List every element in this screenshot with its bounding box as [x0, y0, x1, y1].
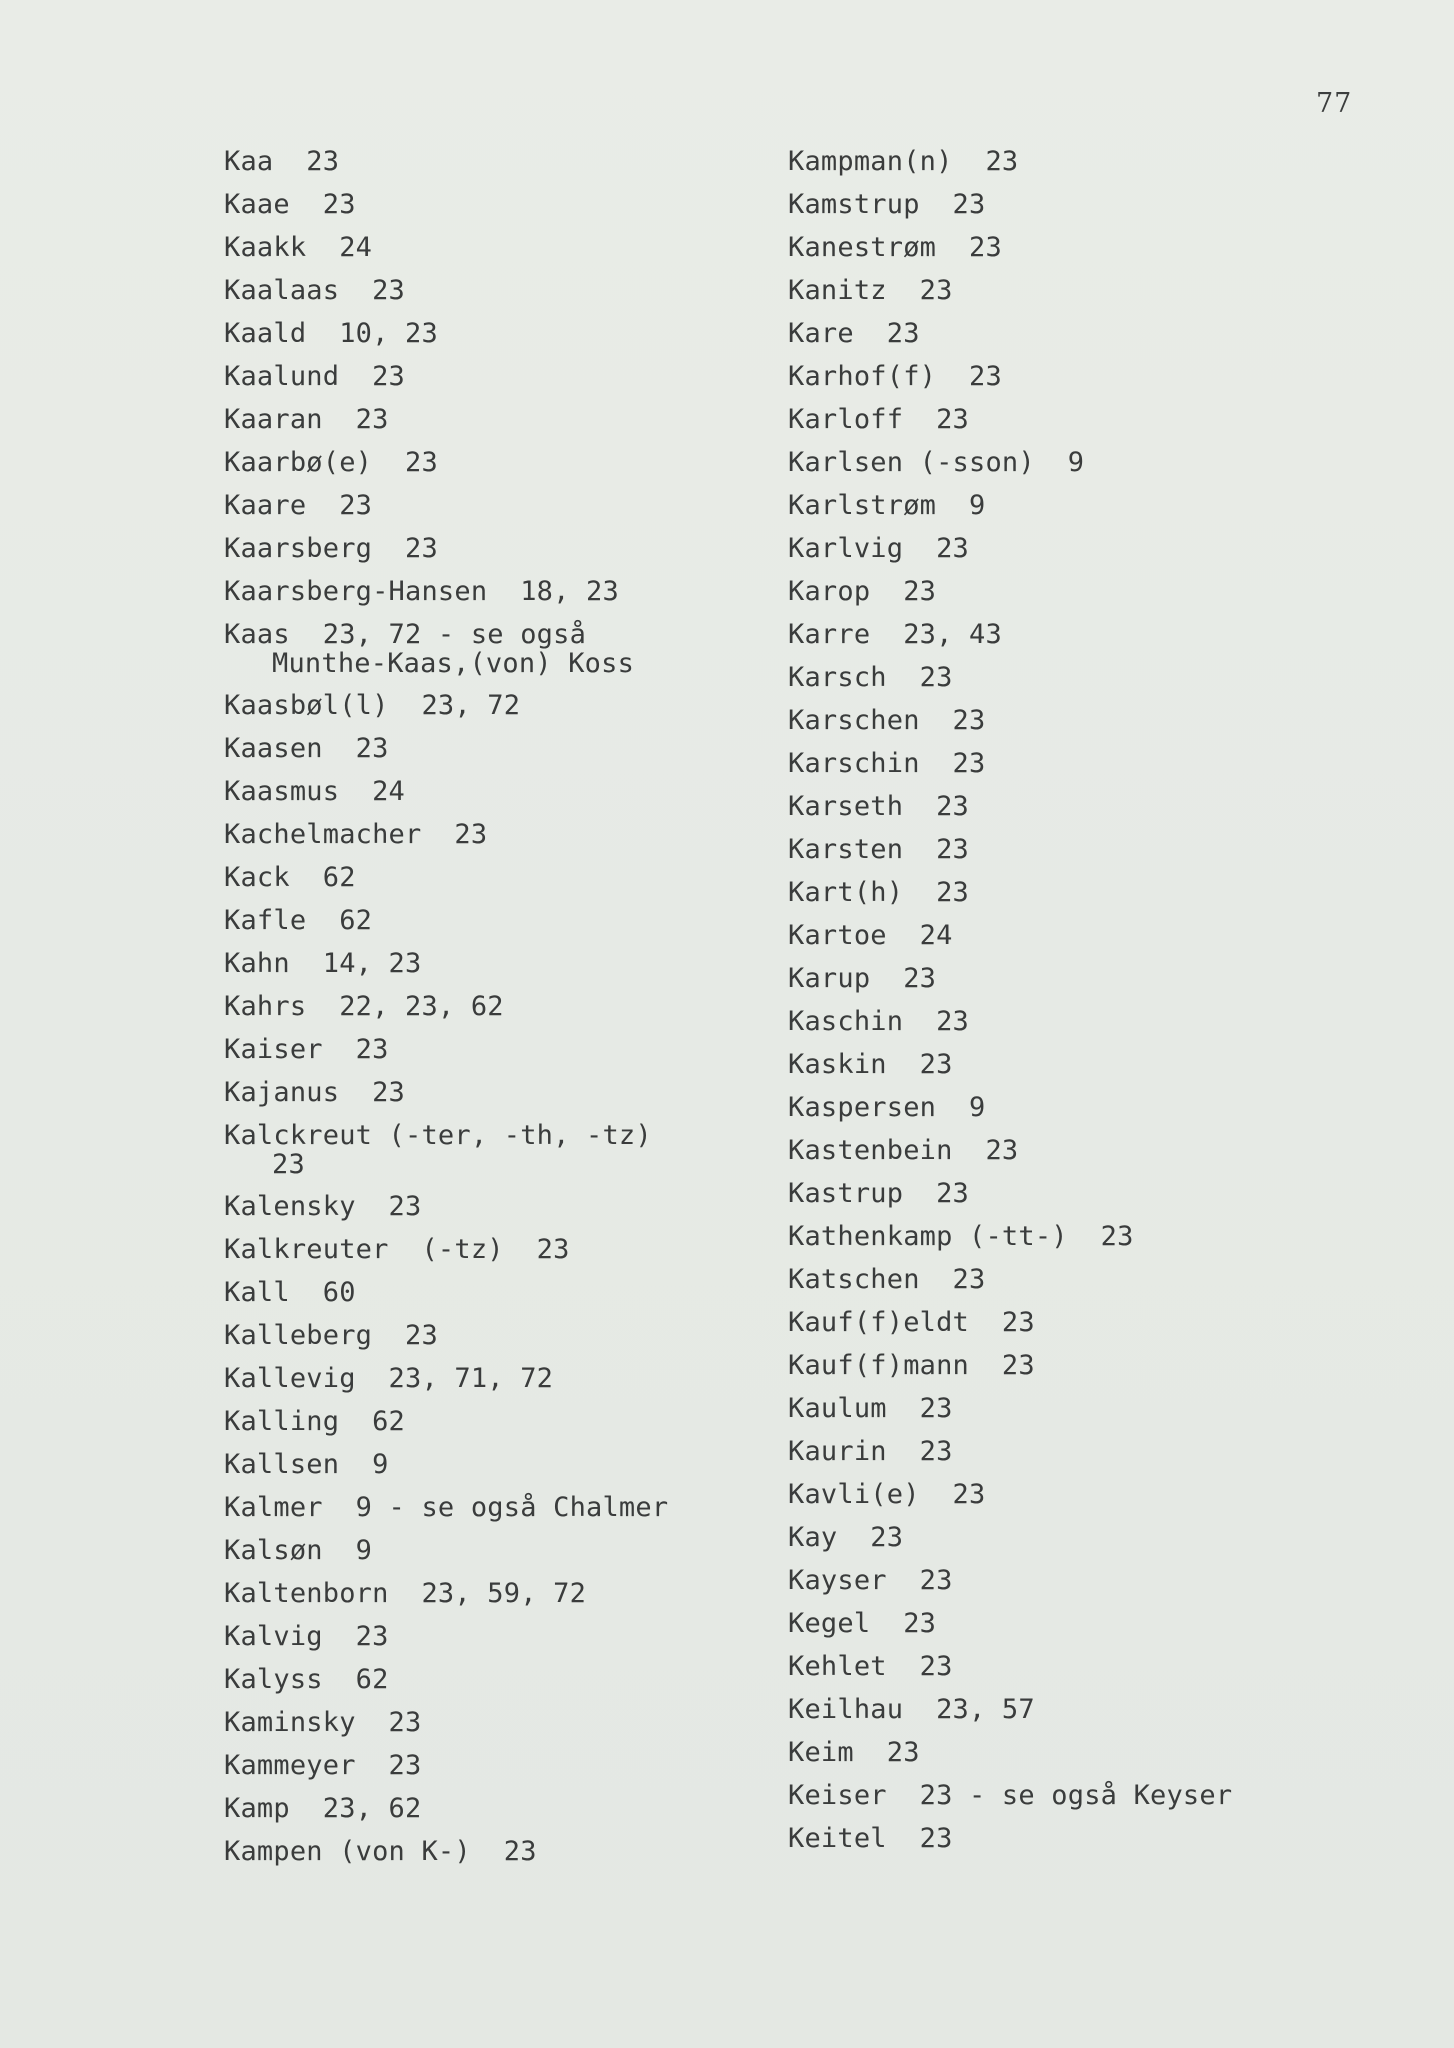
index-entry: [788, 183, 1348, 226]
index-entry: [788, 914, 1348, 957]
index-entry-text: Kalleberg 23: [224, 1320, 438, 1351]
index-entry-text: Kaarsberg-Hansen 18, 23: [224, 576, 619, 607]
index-entry: [224, 1701, 784, 1744]
index-entry-text: Kanitz 23: [788, 275, 953, 306]
index-entry: [224, 1314, 784, 1357]
index-entry-text: Kaalaas 23: [224, 275, 406, 306]
index-entry-text: Karloff 23: [788, 404, 970, 435]
index-entry-text: Keim 23: [788, 1737, 920, 1768]
index-entry: [224, 312, 784, 355]
index-entry: [788, 140, 1348, 183]
index-entry: [224, 1185, 784, 1228]
index-entry-text: Keiser 23 - se også Keyser: [788, 1780, 1233, 1811]
index-entry: [788, 1129, 1348, 1172]
index-entry: [788, 1430, 1348, 1473]
index-entry-text: Kay 23: [788, 1522, 904, 1553]
index-entry-text: Kaulum 23: [788, 1393, 953, 1424]
index-entry-text: Kastrup 23: [788, 1178, 970, 1209]
index-entry: [224, 1271, 784, 1314]
index-entry: [788, 1559, 1348, 1602]
index-entry-text: Kampen (von K-) 23: [224, 1836, 537, 1867]
index-column-left: [224, 140, 784, 1873]
index-entry-text: Kayser 23: [788, 1565, 953, 1596]
index-entry: [788, 1817, 1348, 1860]
index-entry: [788, 1172, 1348, 1215]
index-entry: [788, 1258, 1348, 1301]
index-entry-text: Kaalund 23: [224, 361, 406, 392]
index-entry-text: Kallevig 23, 71, 72: [224, 1363, 554, 1394]
index-entry-text: Kamstrup 23: [788, 189, 986, 220]
index-entry-text: Karlstrøm 9: [788, 490, 986, 521]
index-entry-text: Kaminsky 23: [224, 1707, 422, 1738]
index-entry: [788, 1602, 1348, 1645]
index-entry-text: Kalsøn 9: [224, 1535, 373, 1566]
index-entry-text: Kathenkamp (-tt-) 23: [788, 1221, 1134, 1252]
index-entry-text: Kahn 14, 23: [224, 948, 422, 979]
index-entry-text: Kaasen 23: [224, 733, 389, 764]
index-entry-text: Karop 23: [788, 576, 937, 607]
index-entry: [788, 1215, 1348, 1258]
index-entry-text: Karhof(f) 23: [788, 361, 1002, 392]
index-entry-text: Kartoe 24: [788, 920, 953, 951]
index-entry-text: Kegel 23: [788, 1608, 937, 1639]
page-number: 77: [1316, 88, 1353, 119]
index-entry-text: Kastenbein 23: [788, 1135, 1019, 1166]
index-entry-text: Karlsen (-sson) 9: [788, 447, 1085, 478]
index-entry: [788, 1516, 1348, 1559]
index-entry-continuation: 23: [272, 1149, 305, 1180]
index-entry-text: Kamp 23, 62: [224, 1793, 422, 1824]
index-entry: [224, 355, 784, 398]
index-entry-text: Kaae 23: [224, 189, 356, 220]
index-entry-text: Kavli(e) 23: [788, 1479, 986, 1510]
index-entry: [788, 1387, 1348, 1430]
index-entry-text: Kalckreut (-ter, -th, -tz): [224, 1120, 652, 1151]
index-entry: [224, 570, 784, 613]
index-entry: [788, 1043, 1348, 1086]
index-entry-text: Kaas 23, 72 - se også: [224, 619, 587, 650]
index-entry-text: Kauf(f)mann 23: [788, 1350, 1035, 1381]
index-entry: [224, 1400, 784, 1443]
index-entry-text: Kaiser 23: [224, 1034, 389, 1065]
index-entry-text: Kammeyer 23: [224, 1750, 422, 1781]
index-entry: [788, 1774, 1348, 1817]
index-entry: [788, 226, 1348, 269]
index-entry-text: Kachelmacher 23: [224, 819, 488, 850]
index-entry: [788, 699, 1348, 742]
index-entry-text: Karsten 23: [788, 834, 970, 865]
index-entry: [788, 398, 1348, 441]
index-entry: [224, 1529, 784, 1572]
index-entry: [788, 828, 1348, 871]
index-entry-text: Kaarbø(e) 23: [224, 447, 438, 478]
index-entry-text: Kare 23: [788, 318, 920, 349]
index-entry-text: Kauf(f)eldt 23: [788, 1307, 1035, 1338]
index-entry: [788, 957, 1348, 1000]
index-entry-text: Kaspersen 9: [788, 1092, 986, 1123]
index-entry: [788, 1688, 1348, 1731]
index-entry: [224, 813, 784, 856]
index-entry: [224, 1787, 784, 1830]
index-entry-text: Kaskin 23: [788, 1049, 953, 1080]
index-entry: [224, 269, 784, 312]
index-entry: [224, 1071, 784, 1114]
index-entry-text: Kalensky 23: [224, 1191, 422, 1222]
index-entry: [788, 1731, 1348, 1774]
index-entry: [224, 985, 784, 1028]
index-entry: [224, 1443, 784, 1486]
index-entry-text: Kaaran 23: [224, 404, 389, 435]
index-entry-text: Kaald 10, 23: [224, 318, 438, 349]
index-entry: [788, 1301, 1348, 1344]
index-entry: [788, 1645, 1348, 1688]
index-entry: [788, 570, 1348, 613]
index-entry: [224, 1744, 784, 1787]
index-entry: [224, 527, 784, 570]
index-entry-text: Katschen 23: [788, 1264, 986, 1295]
index-entry-text: Karre 23, 43: [788, 619, 1002, 650]
index-entry: [788, 656, 1348, 699]
index-entry-text: Kaasmus 24: [224, 776, 406, 807]
index-entry-text: Keilhau 23, 57: [788, 1694, 1035, 1725]
index-entry: [224, 1228, 784, 1271]
index-entry-text: Kaarsberg 23: [224, 533, 438, 564]
index-entry: [224, 398, 784, 441]
index-entry-text: Kart(h) 23: [788, 877, 970, 908]
index-entry: [224, 1486, 784, 1529]
index-column-right: [788, 140, 1348, 1860]
index-entry-text: Karup 23: [788, 963, 937, 994]
index-entry: [788, 527, 1348, 570]
index-entry: [224, 441, 784, 484]
index-entry-text: Kaurin 23: [788, 1436, 953, 1467]
index-entry: [224, 1615, 784, 1658]
index-entry: [788, 871, 1348, 914]
index-entry-text: Kack 62: [224, 862, 356, 893]
index-entry-text: Kalyss 62: [224, 1664, 389, 1695]
index-entry-text: Kalkreuter (-tz) 23: [224, 1234, 570, 1265]
index-entry-text: Kanestrøm 23: [788, 232, 1002, 263]
index-entry: [224, 1028, 784, 1071]
index-entry-text: Kaschin 23: [788, 1006, 970, 1037]
index-entry: [788, 355, 1348, 398]
index-entry-text: Kaa 23: [224, 146, 340, 177]
index-entry: [788, 1344, 1348, 1387]
index-entry: [224, 942, 784, 985]
index-entry: [788, 312, 1348, 355]
index-entry: [788, 742, 1348, 785]
index-entry-text: Kalvig 23: [224, 1621, 389, 1652]
index-entry-continuation: Munthe-Kaas,(von) Koss: [272, 648, 635, 679]
index-entry-text: Kaasbøl(l) 23, 72: [224, 690, 521, 721]
index-entry: [224, 1114, 784, 1179]
index-entry: [788, 613, 1348, 656]
index-entry-text: Kaare 23: [224, 490, 373, 521]
index-entry: [224, 899, 784, 942]
index-entry: [788, 1473, 1348, 1516]
index-entry-text: Kahrs 22, 23, 62: [224, 991, 504, 1022]
index-entry: [224, 1572, 784, 1615]
index-entry-text: Kalling 62: [224, 1406, 406, 1437]
index-entry: [224, 484, 784, 527]
index-entry: [224, 183, 784, 226]
index-entry: [788, 269, 1348, 312]
index-entry-text: Kalmer 9 - se også Chalmer: [224, 1492, 669, 1523]
index-entry-text: Kallsen 9: [224, 1449, 389, 1480]
index-entry-text: Karlvig 23: [788, 533, 970, 564]
index-entry-text: Kehlet 23: [788, 1651, 953, 1682]
index-entry-text: Kaltenborn 23, 59, 72: [224, 1578, 587, 1609]
index-entry-text: Kampman(n) 23: [788, 146, 1019, 177]
index-entry: [788, 785, 1348, 828]
index-entry-text: Karschin 23: [788, 748, 986, 779]
index-entry: [788, 484, 1348, 527]
index-entry: [788, 1000, 1348, 1043]
index-entry: [788, 1086, 1348, 1129]
index-entry: [224, 140, 784, 183]
index-entry: [224, 1357, 784, 1400]
index-entry: [224, 727, 784, 770]
index-entry: [224, 1658, 784, 1701]
index-entry-text: Kaakk 24: [224, 232, 373, 263]
index-entry: [224, 684, 784, 727]
index-entry-text: Keitel 23: [788, 1823, 953, 1854]
index-entry: [788, 441, 1348, 484]
index-entry: [224, 770, 784, 813]
index-entry-text: Karseth 23: [788, 791, 970, 822]
index-entry-text: Karschen 23: [788, 705, 986, 736]
index-entry-text: Kall 60: [224, 1277, 356, 1308]
index-entry-text: Kajanus 23: [224, 1077, 406, 1108]
index-entry: [224, 613, 784, 678]
index-entry: [224, 226, 784, 269]
index-entry: [224, 856, 784, 899]
index-entry: [224, 1830, 784, 1873]
index-entry-text: Kafle 62: [224, 905, 373, 936]
index-entry-text: Karsch 23: [788, 662, 953, 693]
